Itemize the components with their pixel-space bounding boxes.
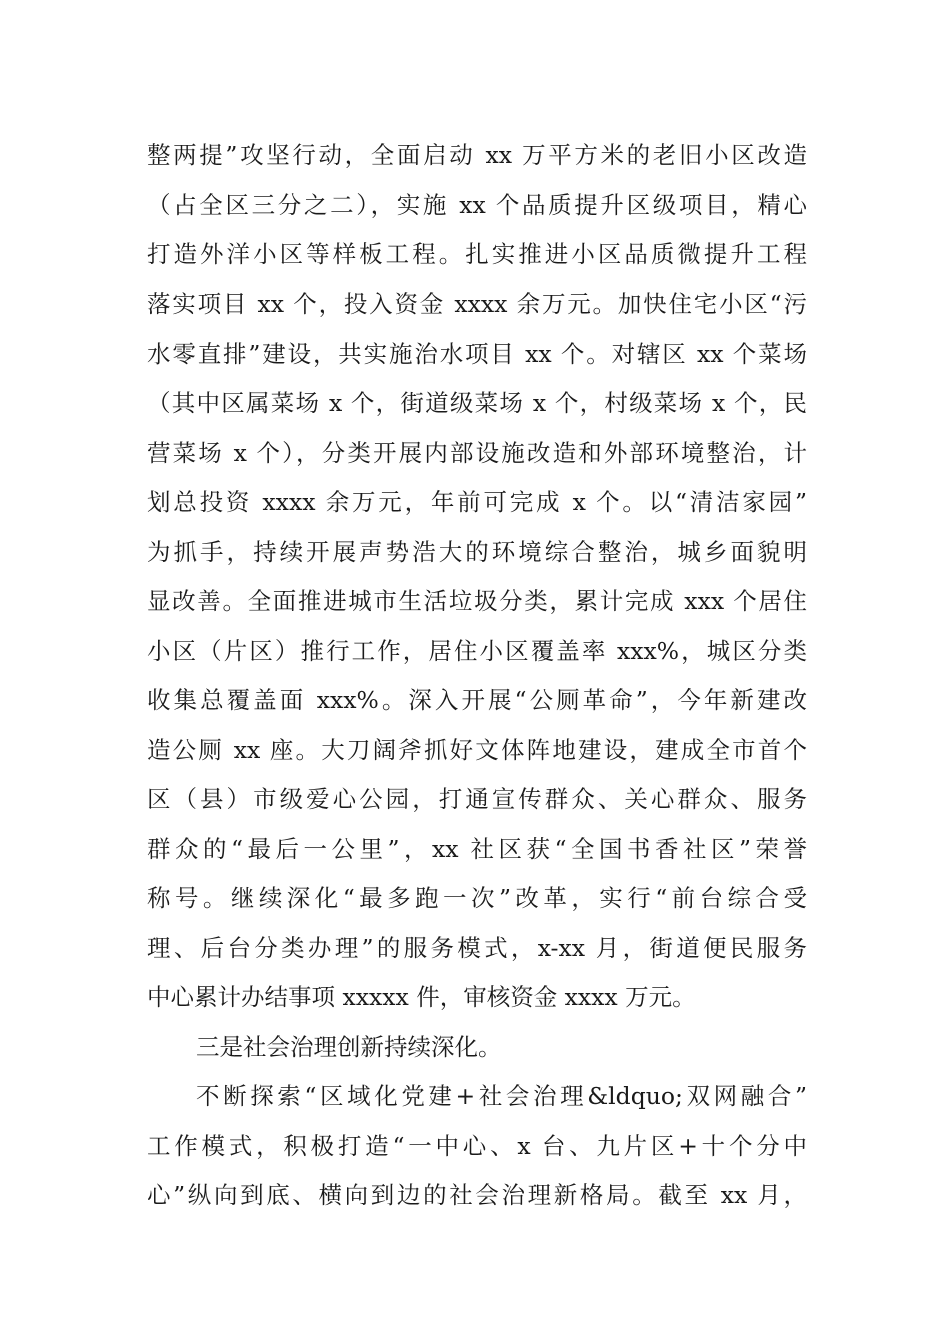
text-line: 心”纵向到底、横向到边的社会治理新格局。截至 xx 月， <box>147 1181 807 1209</box>
text-line: 整两提”攻坚行动，全面启动 xx 万平方米的老旧小区改造 <box>147 141 807 169</box>
text-line: 称号。继续深化“最多跑一次”改革，实行“前台综合受 <box>147 884 807 912</box>
text-line: 中心累计办结事项 xxxxx 件，审核资金 xxxx 万元。 <box>147 983 696 1011</box>
text-line: 水零直排”建设，共实施治水项目 xx 个。对辖区 xx 个菜场 <box>147 340 807 368</box>
text-line: 划总投资 xxxx 余万元，年前可完成 x 个。以“清洁家园” <box>147 488 807 516</box>
section-heading: 三是社会治理创新持续深化。 <box>196 1033 502 1061</box>
text-line: 显改善。全面推进城市生活垃圾分类，累计完成 xxx 个居住 <box>147 587 807 615</box>
text-line: 理、后台分类办理”的服务模式，x-xx 月，街道便民服务 <box>147 934 807 962</box>
text-line: 不断探索“区域化党建+社会治理&ldquo;双网融合” <box>196 1082 807 1110</box>
text-line: 造公厕 xx 座。大刀阔斧抓好文体阵地建设，建成全市首个 <box>147 736 807 764</box>
text-line: （占全区三分之二），实施 xx 个品质提升区级项目，精心 <box>147 191 807 219</box>
text-line: 收集总覆盖面 xxx%。深入开展“公厕革命”，今年新建改 <box>147 686 807 714</box>
text-line: 为抓手，持续开展声势浩大的环境综合整治，城乡面貌明 <box>147 538 807 566</box>
text-line: 区（县）市级爱心公园，打通宣传群众、关心群众、服务 <box>147 785 807 813</box>
text-line: 打造外洋小区等样板工程。扎实推进小区品质微提升工程 <box>147 240 807 268</box>
text-line: 营菜场 x 个），分类开展内部设施改造和外部环境整治，计 <box>147 439 807 467</box>
text-line: 小区（片区）推行工作，居住小区覆盖率 xxx%，城区分类 <box>147 637 807 665</box>
text-line: （其中区属菜场 x 个，街道级菜场 x 个，村级菜场 x 个，民 <box>147 389 807 417</box>
text-line: 落实项目 xx 个，投入资金 xxxx 余万元。加快住宅小区“污 <box>147 290 807 318</box>
text-line: 工作模式，积极打造“一中心、x 台、九片区+十个分中 <box>147 1132 807 1160</box>
text-line: 群众的“最后一公里”，xx 社区获“全国书香社区”荣誉 <box>147 835 807 863</box>
